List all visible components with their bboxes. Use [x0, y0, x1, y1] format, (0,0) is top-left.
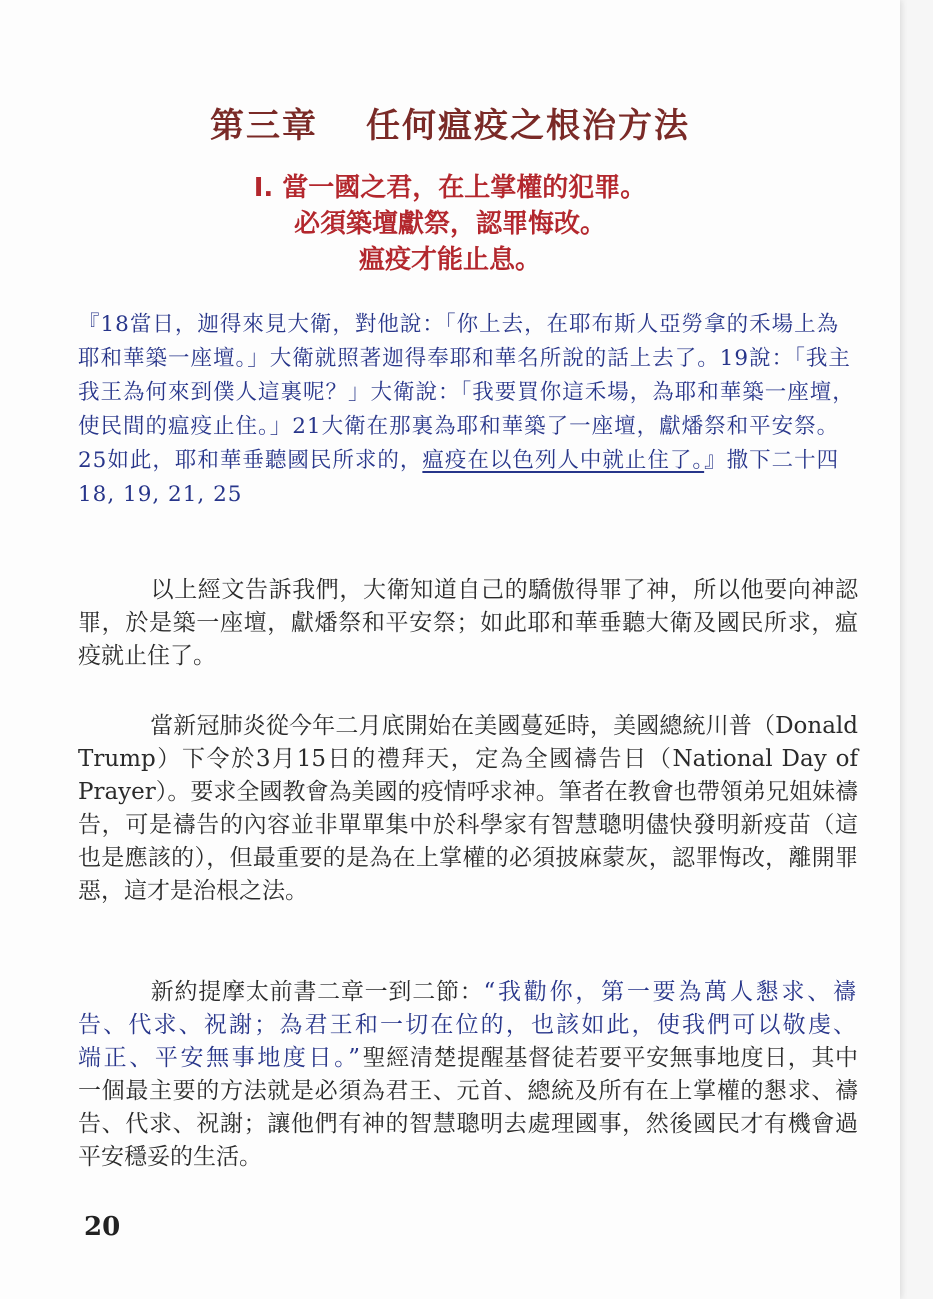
paragraph-1-text: 以上經文告訴我們，大衛知道自己的驕傲得罪了神，所以他要向神認罪，於是築一座壇，獻燔祭和平安祭；如此耶和華垂聽大衛及國民所求，瘟疫就止住了。 — [78, 577, 858, 669]
scripture-underlined-text: 瘟疫在以色列人中就止住了。 — [422, 448, 705, 473]
chapter-title: 任何瘟疫之根治方法 — [366, 106, 690, 146]
paragraph-2 — [78, 710, 889, 908]
chapter-number: 第三章 — [210, 106, 318, 146]
subtitle-line-1: I. 當一國之君，在上掌權的犯罪。 — [253, 173, 647, 203]
paragraph-1 — [78, 574, 858, 673]
paragraph-3-scripture: “我勸你，第一要為萬人懇求、禱告、代求、祝謝；為君王和一切在位的，也該如此，使我們可以敬虔、端正、平安無事地度日。” — [78, 979, 859, 1071]
scripture-reference: 18, 19, 21, 25 — [78, 482, 243, 507]
scripture-quote — [78, 308, 858, 512]
subtitle-line-2: 必須築壇獻祭，認罪悔改。 — [293, 209, 606, 239]
scripture-closing: 』撒下二十四 — [704, 448, 840, 473]
paragraph-3 — [78, 976, 858, 1174]
section-subtitle — [0, 170, 900, 278]
paragraph-2-text: 當新冠肺炎從今年二月底開始在美國蔓延時，美國總統川普（Donald Trump）下令於3月15日的禮拜天，定為全國禱告日（National Day of Prayer）。要求全國教會為美國的疫情呼求神。筆者在教會也帶領弟兄姐妹禱告，可是禱告的內容並非單單集中於科學家有智慧聰明儘快發明新疫苗（這也是應該的），但最重要的是為在上掌權的必須披麻蒙灰，認罪悔改，離開罪惡，這才是治根之法。 — [78, 713, 889, 904]
scripture-text: 『18當日，迦得來見大衛，對他說：「你上去，在耶布斯人亞勞拿的禾場上為耶和華築一座壇。」大衛就照著迦得奉耶和華名所說的話上去了。19說：「我主我王為何來到僕人這裏呢？」大衛說：「我要買你這禾場，為耶和華築一座壇，使民間的瘟疫止住。」21大衛在那裏為耶和華築了一座壇，獻燔祭和平安祭。25如此，耶和華垂聽國民所求的， — [78, 312, 855, 473]
paragraph-3-text: 聖經清楚提醒基督徒若要平安無事地度日，其中一個最主要的方法就是必須為君王、元首、總統及所有在上掌權的懇求、禱告、代求、祝謝；讓他們有神的智慧聰明去處理國事，然後國民才有機會過平安穩妥的生活。 — [78, 1045, 858, 1170]
paragraph-3-intro: 新約提摩太前書二章一到二節： — [150, 979, 484, 1005]
subtitle-line-3: 瘟疫才能止息。 — [358, 245, 541, 275]
page-number: 20 — [84, 1212, 121, 1242]
chapter-heading — [0, 98, 900, 147]
